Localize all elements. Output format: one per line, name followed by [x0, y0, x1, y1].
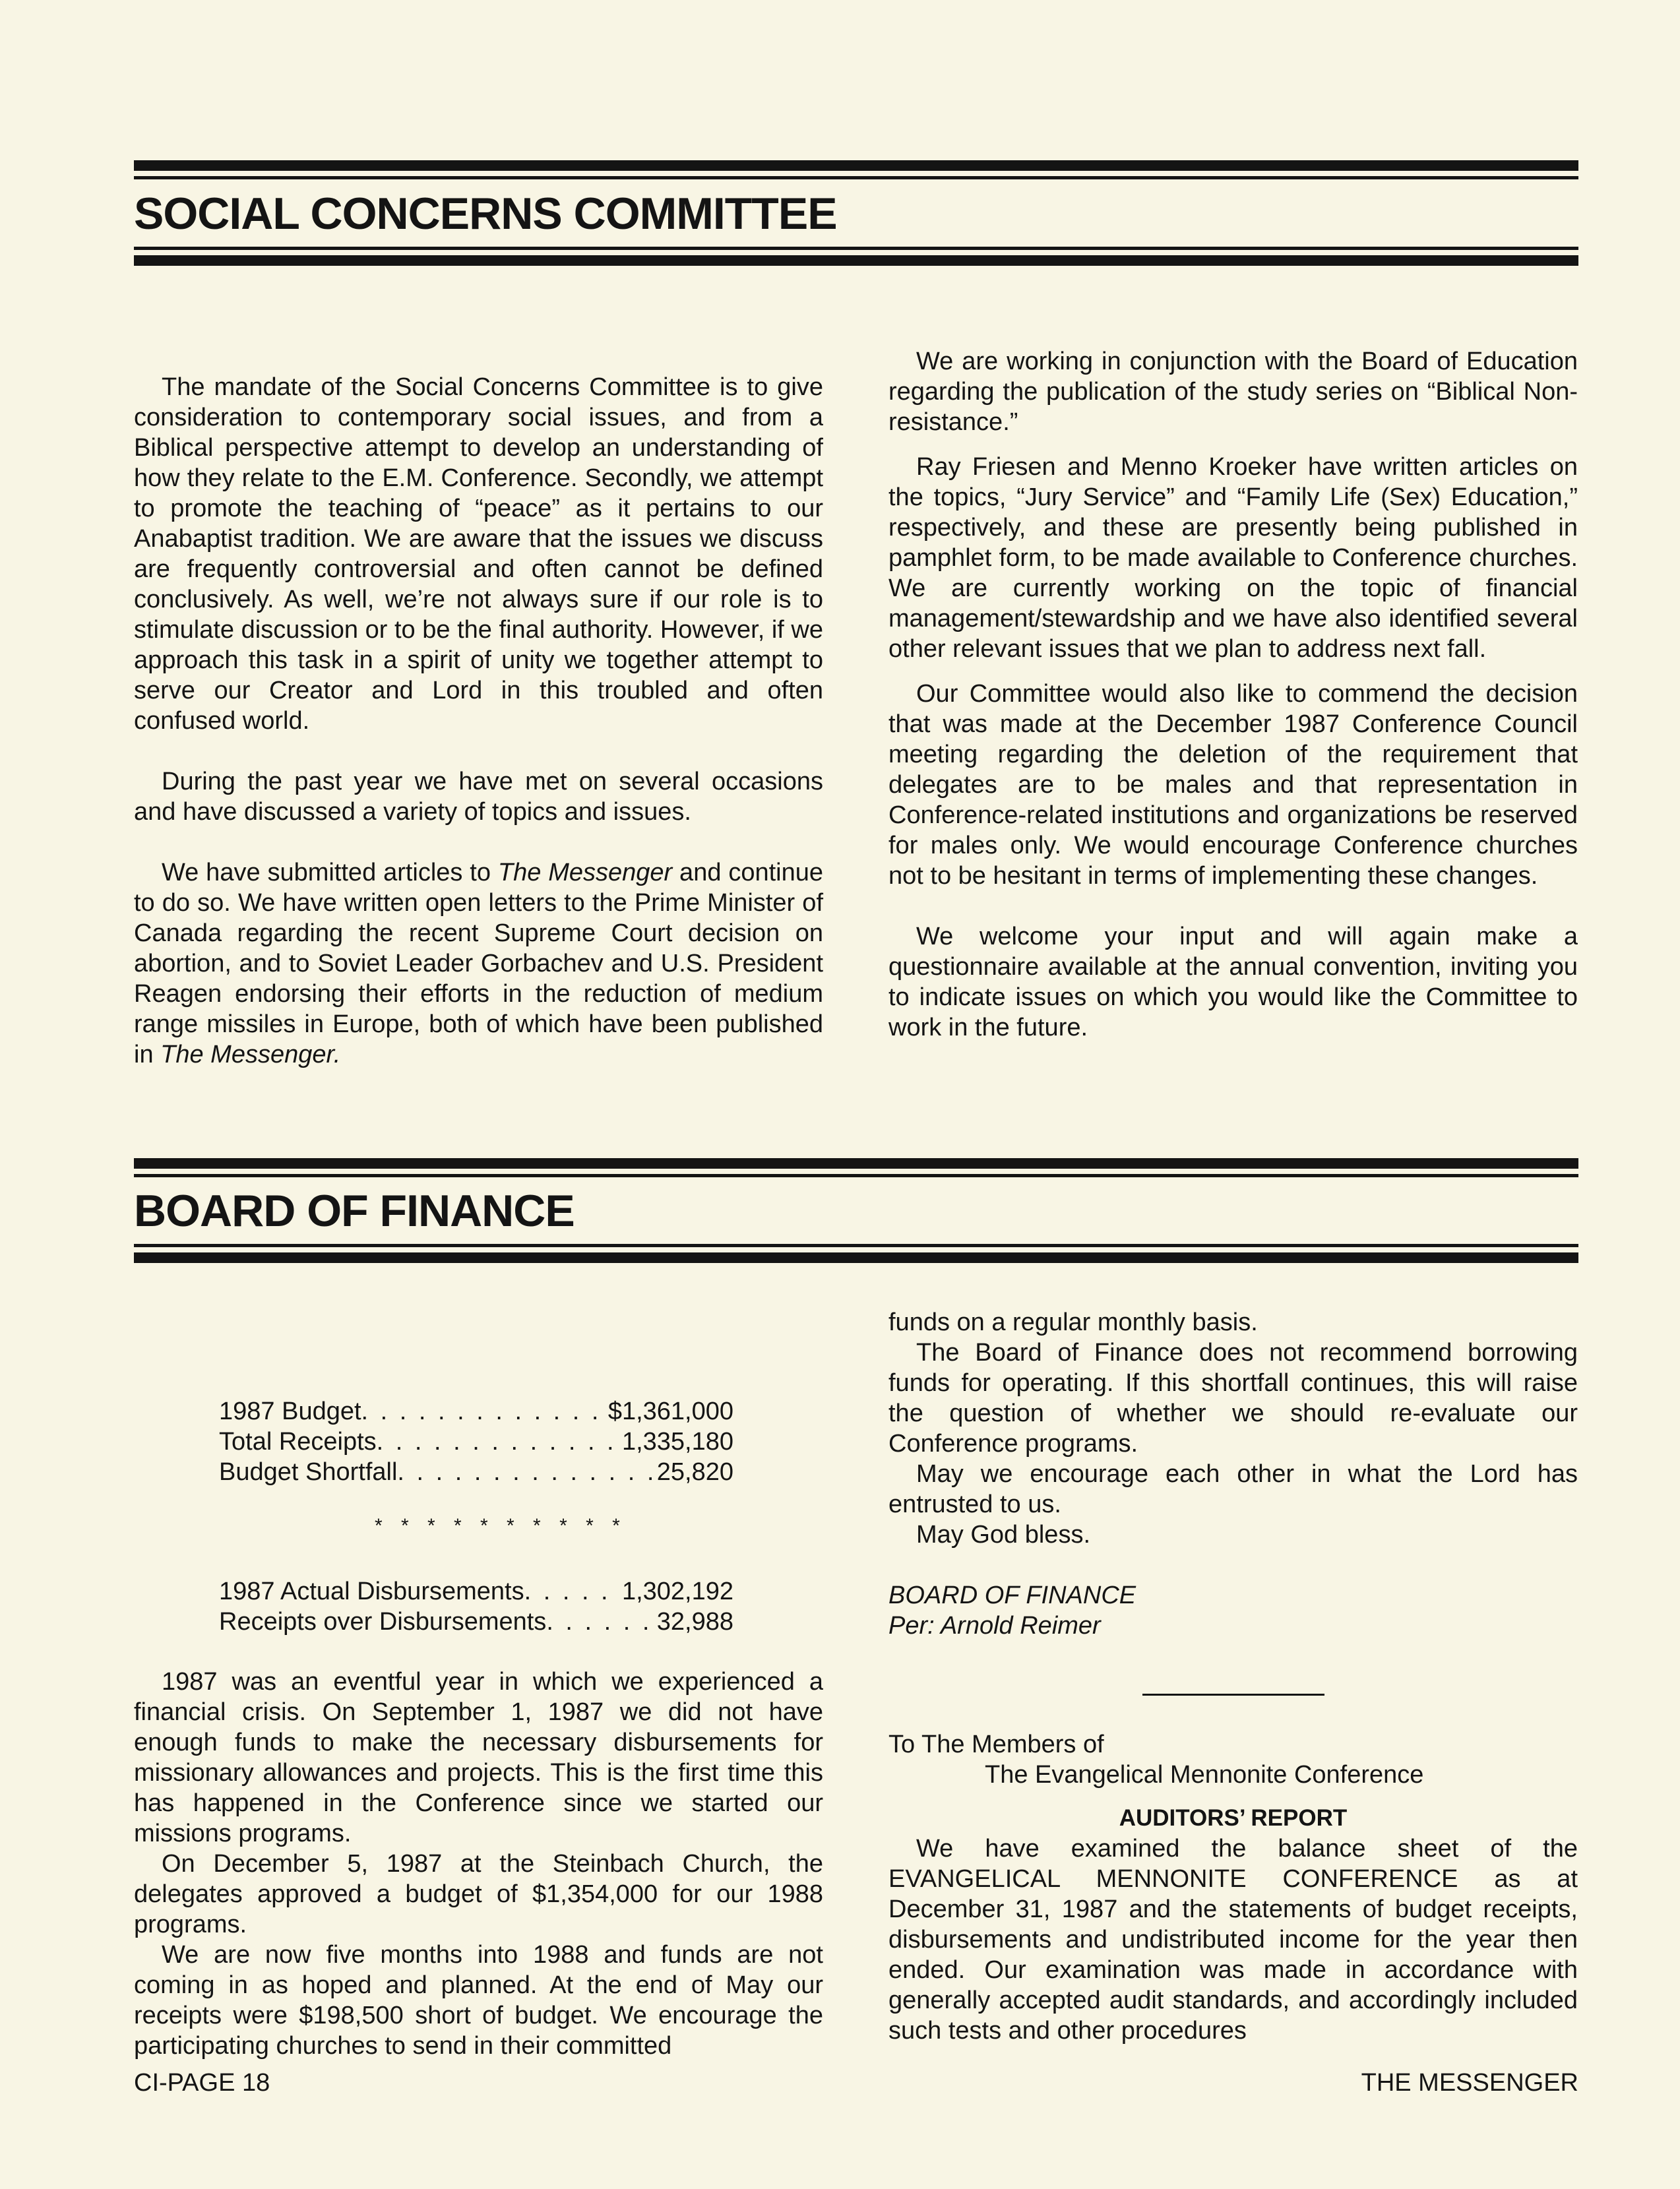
section-top-rule: [134, 1158, 1578, 1177]
section-bottom-rule: [134, 1244, 1578, 1263]
paragraph: We welcome your input and will again make a questionnaire available at the annual convention, inviting you to indicate issues on which you would like the Committee to work in the future.: [888, 923, 1578, 1041]
paragraph: funds on a regular monthly basis.: [888, 1309, 1258, 1336]
paragraph: The Board of Finance does not recommend borrowing funds for operating. If this shortfall continues, this will raise the question of whether we should re-evaluate our Conference programs.: [888, 1339, 1578, 1458]
auditors-report: [888, 1729, 1578, 2046]
social-concerns-left-column: [134, 372, 823, 1070]
budget-row: 1987 Actual Disbursements . . . 1,302,192: [219, 1576, 733, 1607]
section-title-board-of-finance: BOARD OF FINANCE: [134, 1186, 575, 1236]
signature-org: BOARD OF FINANCE: [888, 1582, 1136, 1609]
board-of-finance-right-column: [888, 1307, 1578, 1641]
paragraph: We have examined the balance sheet of the EVANGELICAL MENNONITE CONFERENCE as at December 31, 1987 and the statements of budget receipts, disbursements and undistributed income for the year then ended. Our examination was made in accordance with generally accepted audit standards, and accordingly included such tests and other procedures: [888, 1835, 1578, 2045]
paragraph: May God bless.: [916, 1521, 1090, 1549]
publication-name: The Messenger: [497, 859, 673, 886]
budget-summary: [219, 1396, 733, 1487]
paragraph: The mandate of the Social Concerns Committee is to give consideration to contemporary social issues, and from a Biblical perspective attempt to develop an understanding of how they relate to the E.M. Conference. Secondly, we attempt to promote the teaching of “peace” as it pertains to our Anabaptist tradition. We are aware that the issues we discuss are frequently controversial and often cannot be defined conclusively. As well, we’re not always sure if our role is to stimulate discussion or to be the final authority. However, if we approach this task in a spirit of unity we together attempt to serve our Creator and Lord in this troubled and often confused world.: [134, 373, 823, 735]
paragraph: Ray Friesen and Menno Kroeker have written articles on the topics, “Jury Service” and “Family Life (Sex) Education,” respectively, and these are presently being published in pamphlet form, to be made available to Conference churches. We are currently working on the topic of financial management/stewardship and we have also identified several other relevant issues that we plan to address next fall.: [888, 453, 1578, 663]
paragraph: We are working in conjunction with the Board of Education regarding the publication of the study series on “Biblical Non-resistance.”: [888, 348, 1578, 436]
board-of-finance-left-column: [134, 1667, 823, 2061]
disbursement-summary: [219, 1576, 733, 1637]
separator-stars: * * * * * * * * * *: [375, 1515, 627, 1537]
budget-row: Receipts over Disbursements . . . 32,988: [219, 1607, 733, 1637]
section-bottom-rule: [134, 247, 1578, 266]
budget-row: Budget Shortfall . . . 25,820: [219, 1457, 733, 1487]
paragraph: During the past year we have met on several occasions and have discussed a variety of topics and issues.: [134, 768, 823, 826]
social-concerns-right-column: [888, 346, 1578, 1043]
paragraph: We are now five months into 1988 and funds are not coming in as hoped and planned. At the end of May our receipts were $198,500 short of budget. We encourage the participating churches to send in their committed: [134, 1941, 823, 2060]
paragraph: On December 5, 1987 at the Steinbach Church, the delegates approved a budget of $1,354,000 for our 1988 programs.: [134, 1850, 823, 1938]
publication-footer: THE MESSENGER: [1361, 2069, 1578, 2097]
paragraph: May we encourage each other in what the Lord has entrusted to us.: [888, 1460, 1578, 1518]
paragraph: Our Committee would also like to commend the decision that was made at the December 1987 Conference Council meeting regarding the deletion of the requirement that delegates are to be males and that representation in Conference-related institutions and organizations be reserved for males only. We would encourage Conference churches not to be hesitant in terms of implementing these changes.: [888, 680, 1578, 890]
paragraph: We have submitted articles to The Messenger and continue to do so. We have written open letters to the Prime Minister of Canada regarding the recent Supreme Court decision on abortion, and to Soviet Leader Gorbachev and U.S. President Reagen endorsing their efforts in the reduction of medium range missiles in Europe, both of which have been published in The Messenger.: [134, 859, 823, 1068]
paragraph: 1987 was an eventful year in which we experienced a financial crisis. On September 1, 1987 we did not have enough funds to make the necessary disbursements for missionary allowances and projects. This is the first time this has happened in the Conference since we started our missions programs.: [134, 1668, 823, 1847]
auditors-heading: AUDITORS’ REPORT: [1119, 1805, 1348, 1831]
section-title-social-concerns: SOCIAL CONCERNS COMMITTEE: [134, 189, 837, 239]
signature-person: Per: Arnold Reimer: [888, 1612, 1101, 1640]
divider-line: [1142, 1694, 1324, 1696]
address-line: To The Members of: [888, 1731, 1104, 1758]
budget-row: 1987 Budget . . . $1,361,000: [219, 1396, 733, 1427]
publication-name: The Messenger.: [160, 1041, 341, 1068]
budget-row: Total Receipts . . . 1,335,180: [219, 1427, 733, 1457]
section-top-rule: [134, 160, 1578, 179]
page-number: CI-PAGE 18: [134, 2069, 270, 2097]
address-line: The Evangelical Mennonite Conference: [985, 1761, 1424, 1789]
